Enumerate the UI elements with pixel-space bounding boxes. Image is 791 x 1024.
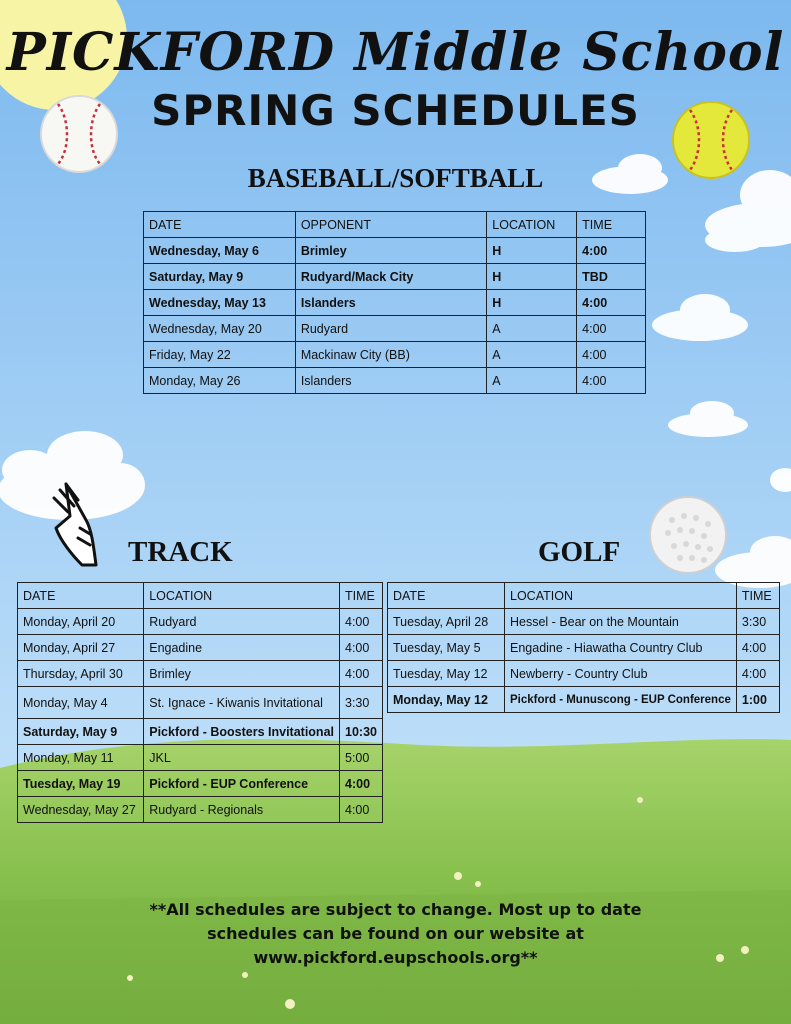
cell-location: Pickford - Boosters Invitational xyxy=(144,719,340,745)
track-heading: TRACK xyxy=(128,536,233,568)
table-row xyxy=(18,635,383,661)
cell-time: 4:00 xyxy=(340,771,383,797)
table-row xyxy=(18,745,383,771)
track-schedule-table xyxy=(17,582,383,823)
column-header: LOCATION xyxy=(144,583,340,609)
golf-heading: GOLF xyxy=(538,536,621,568)
footer-note xyxy=(0,898,791,970)
cell-time: 4:00 xyxy=(577,290,646,316)
table-row xyxy=(144,342,646,368)
cell-date: Monday, May 12 xyxy=(388,687,505,713)
cell-time: 4:00 xyxy=(340,635,383,661)
cell-time: 4:00 xyxy=(577,342,646,368)
cell-date: Saturday, May 9 xyxy=(144,264,296,290)
cell-date: Monday, May 26 xyxy=(144,368,296,394)
cell-date: Tuesday, May 5 xyxy=(388,635,505,661)
column-header: OPPONENT xyxy=(295,212,486,238)
table-row xyxy=(144,368,646,394)
cell-location: H xyxy=(487,264,577,290)
cell-date: Saturday, May 9 xyxy=(18,719,144,745)
cell-opponent: Rudyard xyxy=(295,316,486,342)
cell-location: A xyxy=(487,368,577,394)
cell-time: 5:00 xyxy=(340,745,383,771)
column-header: LOCATION xyxy=(487,212,577,238)
cell-date: Wednesday, May 20 xyxy=(144,316,296,342)
table-row xyxy=(388,687,780,713)
cell-time: 4:00 xyxy=(577,238,646,264)
page-title: PICKFORD Middle School xyxy=(6,22,785,83)
column-header: TIME xyxy=(577,212,646,238)
footer-line-1: **All schedules are subject to change. Most up to date xyxy=(149,900,642,919)
cell-location: Hessel - Bear on the Mountain xyxy=(505,609,737,635)
table-header-row xyxy=(144,212,646,238)
table-header-row xyxy=(388,583,780,609)
cell-time: 4:00 xyxy=(340,661,383,687)
cell-location: Brimley xyxy=(144,661,340,687)
cell-location: Pickford - Munuscong - EUP Conference xyxy=(505,687,737,713)
table-row xyxy=(144,290,646,316)
cell-location: Rudyard - Regionals xyxy=(144,797,340,823)
cell-date: Monday, April 27 xyxy=(18,635,144,661)
cell-opponent: Rudyard/Mack City xyxy=(295,264,486,290)
cell-date: Wednesday, May 13 xyxy=(144,290,296,316)
table-row xyxy=(144,264,646,290)
cell-time: 3:30 xyxy=(340,687,383,719)
cell-opponent: Islanders xyxy=(295,290,486,316)
cell-time: 4:00 xyxy=(340,797,383,823)
column-header: DATE xyxy=(18,583,144,609)
baseball-schedule-table xyxy=(143,211,646,394)
cell-date: Wednesday, May 27 xyxy=(18,797,144,823)
cell-location: St. Ignace - Kiwanis Invitational xyxy=(144,687,340,719)
golf-ball-icon xyxy=(650,497,726,573)
table-header-row xyxy=(18,583,383,609)
cell-opponent: Islanders xyxy=(295,368,486,394)
cell-date: Tuesday, May 19 xyxy=(18,771,144,797)
column-header: DATE xyxy=(144,212,296,238)
cell-location: H xyxy=(487,238,577,264)
cell-opponent: Mackinaw City (BB) xyxy=(295,342,486,368)
table-row xyxy=(18,719,383,745)
cell-location: H xyxy=(487,290,577,316)
column-header: TIME xyxy=(340,583,383,609)
table-row xyxy=(388,635,780,661)
cell-time: 3:30 xyxy=(736,609,779,635)
cell-date: Thursday, April 30 xyxy=(18,661,144,687)
table-row xyxy=(18,771,383,797)
column-header: TIME xyxy=(736,583,779,609)
cell-opponent: Brimley xyxy=(295,238,486,264)
column-header: LOCATION xyxy=(505,583,737,609)
cell-location: JKL xyxy=(144,745,340,771)
table-row xyxy=(144,238,646,264)
cell-location: Pickford - EUP Conference xyxy=(144,771,340,797)
cell-date: Wednesday, May 6 xyxy=(144,238,296,264)
cell-time: 4:00 xyxy=(577,368,646,394)
cell-date: Friday, May 22 xyxy=(144,342,296,368)
cell-date: Tuesday, May 12 xyxy=(388,661,505,687)
table-row xyxy=(388,609,780,635)
column-header: DATE xyxy=(388,583,505,609)
cell-location: Engadine xyxy=(144,635,340,661)
cell-time: 1:00 xyxy=(736,687,779,713)
footer-line-2: schedules can be found on our website at xyxy=(207,924,584,943)
cell-location: Newberry - Country Club xyxy=(505,661,737,687)
cell-location: A xyxy=(487,316,577,342)
cell-location: A xyxy=(487,342,577,368)
cell-time: 10:30 xyxy=(340,719,383,745)
table-row xyxy=(18,687,383,719)
cell-date: Monday, April 20 xyxy=(18,609,144,635)
baseball-heading: BASEBALL/SOFTBALL xyxy=(247,163,544,193)
cell-time: 4:00 xyxy=(736,661,779,687)
page-subtitle: SPRING SCHEDULES xyxy=(151,86,640,135)
cell-date: Tuesday, April 28 xyxy=(388,609,505,635)
cell-time: 4:00 xyxy=(736,635,779,661)
cell-time: 4:00 xyxy=(340,609,383,635)
cell-date: Monday, May 11 xyxy=(18,745,144,771)
footer-line-3: www.pickford.eupschools.org** xyxy=(253,948,538,967)
table-row xyxy=(18,609,383,635)
cell-time: TBD xyxy=(577,264,646,290)
golf-schedule-table xyxy=(387,582,780,713)
table-row xyxy=(144,316,646,342)
cell-date: Monday, May 4 xyxy=(18,687,144,719)
cell-location: Engadine - Hiawatha Country Club xyxy=(505,635,737,661)
table-row xyxy=(18,661,383,687)
cell-location: Rudyard xyxy=(144,609,340,635)
table-row xyxy=(388,661,780,687)
table-row xyxy=(18,797,383,823)
cell-time: 4:00 xyxy=(577,316,646,342)
